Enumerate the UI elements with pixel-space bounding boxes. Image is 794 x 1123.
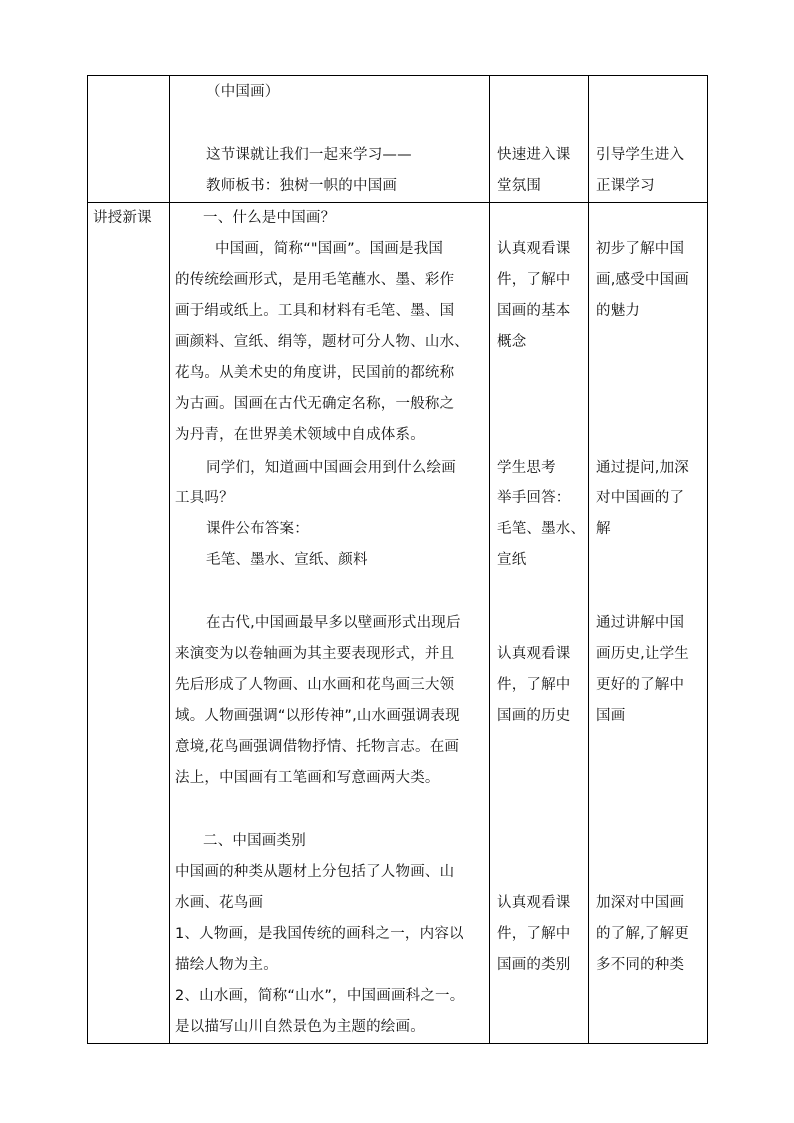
student-activity-line: 国画的类别: [497, 957, 571, 973]
paragraph-line: 工具吗？: [175, 490, 234, 506]
student-activity-line: 国画的历史: [497, 708, 571, 724]
design-intent-line: 更好的了解中: [596, 677, 685, 693]
paragraph-line: 水画、花鸟画: [175, 895, 264, 911]
column-divider-1: [169, 75, 170, 1044]
design-intent-line: 通过提问,加深: [596, 460, 690, 476]
design-intent-line: 多不同的种类: [596, 957, 685, 973]
student-activity-line: 件，了解中: [497, 677, 571, 693]
paragraph-line: 同学们，知道画中国画会用到什么绘画: [206, 460, 456, 476]
paragraph-line: 画颜料、宣纸、绢等，题材可分人物、山水、: [175, 334, 469, 350]
paragraph-line: 在古代,中国画最早多以壁画形式出现后: [206, 615, 461, 631]
table-bottom-border: [87, 1043, 708, 1044]
student-activity-line: 学生思考: [497, 460, 556, 476]
paragraph-line: 2、山水画，简称“山水”，中国画画科之一。: [175, 988, 465, 1004]
student-activity-line: 件，了解中: [497, 272, 571, 288]
design-intent-line: 初步了解中国: [596, 241, 685, 257]
column-divider-2: [489, 75, 490, 1044]
design-intent-line: 的魅力: [596, 303, 641, 319]
table-left-border: [87, 75, 88, 1044]
design-intent-line: 画,感受中国画: [596, 272, 690, 288]
stage-label: 讲授新课: [93, 210, 152, 226]
student-activity-line: 概念: [497, 334, 527, 350]
design-intent-line: 通过讲解中国: [596, 615, 685, 631]
row1-student-line: 堂氛围: [497, 178, 542, 194]
student-activity-line: 举手回答：: [497, 490, 571, 506]
paragraph-line: 描绘人物为主。: [175, 957, 278, 973]
row1-intent-line: 正课学习: [596, 178, 655, 194]
paragraph-line: 课件公布答案：: [206, 521, 309, 537]
row1-content-line: 教师板书：独树一帜的中国画: [206, 178, 398, 194]
student-activity-line: 国画的基本: [497, 303, 571, 319]
design-intent-line: 画历史,让学生: [596, 646, 690, 662]
paragraph-line: 中国画的种类从题材上分包括了人物画、山: [175, 864, 455, 880]
paragraph-line: 的传统绘画形式，是用毛笔蘸水、墨、彩作: [175, 272, 455, 288]
paragraph-line: 为丹青，在世界美术领域中自成体系。: [175, 427, 425, 443]
paragraph-line: 来演变为以卷轴画为其主要表现形式，并且: [175, 646, 455, 662]
paragraph-line: 花鸟。从美术史的角度讲，民国前的都统称: [175, 365, 455, 381]
paragraph-line: 中国画，简称“"国画”。国画是我国: [215, 241, 444, 257]
design-intent-line: 解: [596, 521, 611, 537]
row1-intent-line: 引导学生进入: [596, 147, 685, 163]
row-divider: [87, 202, 708, 203]
paragraph-line: 画于绢或纸上。工具和材料有毛笔、墨、国: [175, 303, 455, 319]
student-activity-line: 宣纸: [497, 552, 527, 568]
table-right-border: [707, 75, 708, 1044]
student-activity-line: 认真观看课: [497, 241, 571, 257]
paragraph-line: 法上，中国画有工笔画和写意画两大类。: [175, 770, 440, 786]
paragraph-line: 1、人物画，是我国传统的画科之一，内容以: [175, 926, 464, 942]
student-activity-line: 认真观看课: [497, 895, 571, 911]
column-divider-3: [588, 75, 589, 1044]
paragraph-line: 是以描写山川自然景色为主题的绘画。: [175, 1019, 425, 1035]
design-intent-line: 的了解,了解更: [596, 926, 690, 942]
design-intent-line: 对中国画的了: [596, 490, 685, 506]
design-intent-line: 国画: [596, 708, 626, 724]
student-activity-line: 件，了解中: [497, 926, 571, 942]
paragraph-line: 毛笔、墨水、宣纸、颜料: [206, 552, 368, 568]
row1-content-line: 这节课就让我们一起来学习——: [206, 147, 412, 163]
section-title: 一、什么是中国画？: [203, 210, 336, 226]
section-title: 二、中国画类别: [203, 833, 306, 849]
paragraph-line: 为古画。国画在古代无确定名称，一般称之: [175, 396, 455, 412]
student-activity-line: 毛笔、墨水、: [497, 521, 586, 537]
row1-content-line: （中国画）: [206, 84, 280, 100]
paragraph-line: 意境,花鸟画强调借物抒情、托物言志。在画: [175, 739, 460, 755]
student-activity-line: 认真观看课: [497, 646, 571, 662]
paragraph-line: 先后形成了人物画、山水画和花鸟画三大领: [175, 677, 455, 693]
design-intent-line: 加深对中国画: [596, 895, 685, 911]
table-top-border: [87, 75, 708, 76]
paragraph-line: 域。人物画强调“以形传神”,山水画强调表现: [175, 708, 460, 724]
row1-student-line: 快速进入课: [497, 147, 571, 163]
